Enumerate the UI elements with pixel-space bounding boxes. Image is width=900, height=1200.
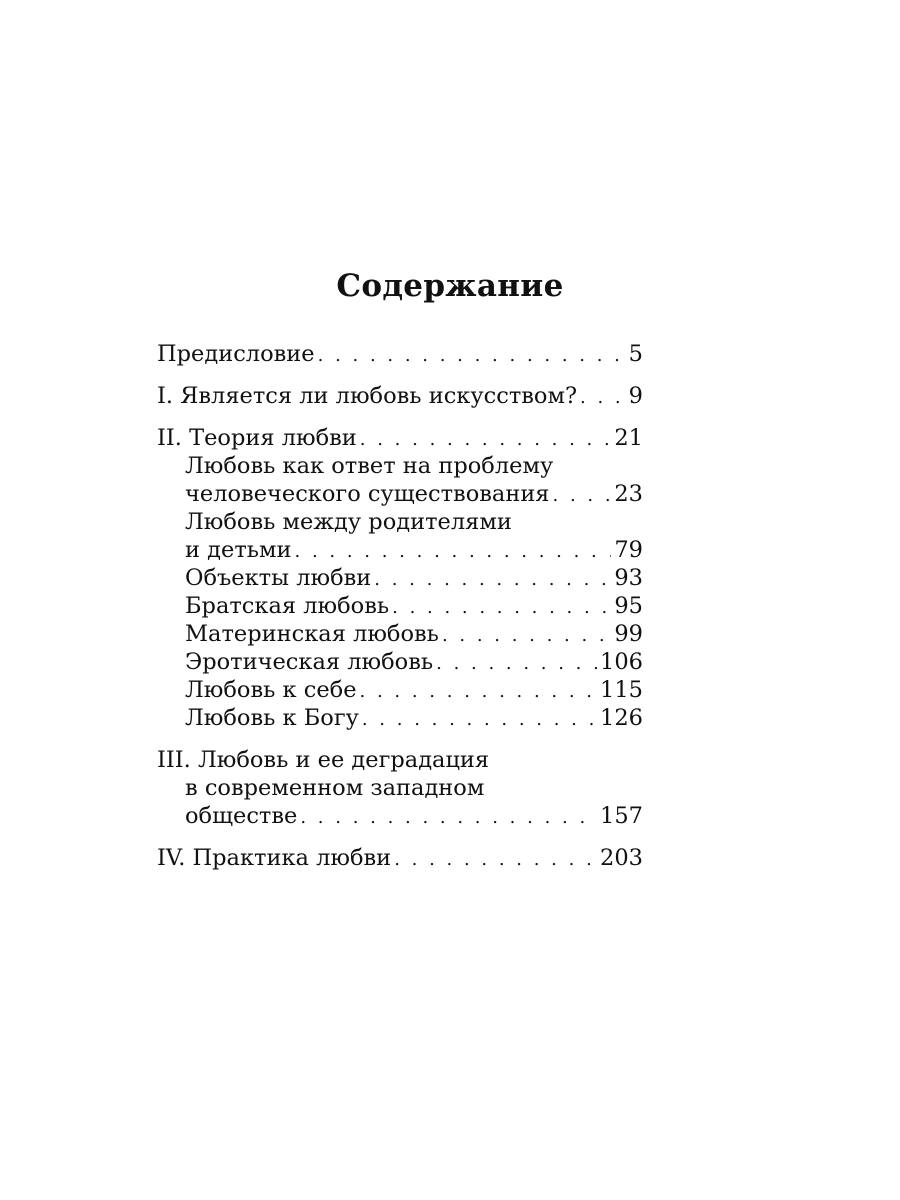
toc-page-number: 21 [614, 425, 643, 451]
toc-line [157, 802, 643, 830]
toc-entry [157, 592, 643, 620]
toc-page-number: 9 [628, 383, 643, 409]
dot-leader [295, 538, 612, 566]
toc-entry-title: IV. Практика любви [157, 845, 392, 871]
dot-leader [360, 678, 598, 706]
toc-page-number: 5 [628, 341, 643, 367]
toc-page-number: 126 [600, 705, 643, 731]
page-title: Содержание [336, 268, 564, 304]
toc-line [157, 564, 643, 592]
toc-line [157, 452, 643, 480]
dot-leader [442, 622, 611, 650]
toc-entry [157, 564, 643, 592]
toc-entry-title: III. Любовь и ее деградация [157, 747, 490, 773]
toc-line [157, 774, 643, 802]
toc-entry-title: Любовь к себе [185, 677, 357, 703]
toc-entry-title: II. Теория любви [157, 425, 357, 451]
toc-page-number: 93 [614, 565, 643, 591]
toc-line [157, 424, 643, 452]
toc-entry-title: Объекты любви [185, 565, 372, 591]
toc-entry-title: Любовь как ответ на проблему [185, 453, 554, 479]
toc-entry-title: Любовь к Богу [185, 705, 359, 731]
dot-leader [360, 426, 612, 454]
dot-leader [362, 706, 597, 734]
toc-page-number: 106 [600, 649, 643, 675]
toc-entry [157, 508, 643, 564]
toc-entry-title: обществе [185, 803, 298, 829]
toc-page-number: 99 [614, 621, 643, 647]
dot-leader [374, 566, 611, 594]
dot-leader [300, 804, 597, 832]
toc-entry-title: Любовь между родителями [185, 509, 512, 535]
toc-line [157, 508, 643, 536]
toc-entry-title: Эротическая любовь [185, 649, 434, 675]
toc-page-number: 23 [614, 481, 643, 507]
dot-leader [580, 384, 626, 412]
toc-entry [157, 844, 643, 872]
dot-leader [392, 594, 611, 622]
toc-entry [157, 620, 643, 648]
toc-line [157, 676, 643, 704]
toc-entry [157, 424, 643, 452]
toc-entry-title: в современном западном [185, 775, 485, 801]
toc-line [157, 536, 643, 564]
toc-line [157, 648, 643, 676]
dot-leader [436, 650, 597, 678]
toc-page-number: 95 [614, 593, 643, 619]
toc-entry [157, 340, 643, 368]
toc-entry [157, 676, 643, 704]
toc-entry-title: человеческого существования [185, 481, 550, 507]
toc-line [157, 704, 643, 732]
toc-entry [157, 746, 643, 830]
toc-entry-title: Предисловие [157, 341, 315, 367]
toc-line [157, 844, 643, 872]
toc-entry [157, 382, 643, 410]
toc-entry [157, 452, 643, 508]
toc-entry-title: Материнская любовь [185, 621, 439, 647]
toc-line [157, 592, 643, 620]
toc-entry [157, 648, 643, 676]
toc-entry-title: Братская любовь [185, 593, 390, 619]
toc-line [157, 382, 643, 410]
toc-line [157, 746, 643, 774]
toc-line [157, 480, 643, 508]
dot-leader [318, 342, 626, 370]
toc-page-number: 115 [600, 677, 643, 703]
toc-line [157, 620, 643, 648]
table-of-contents [157, 340, 643, 872]
dot-leader [553, 482, 612, 510]
toc-entry [157, 704, 643, 732]
toc-page-number: 157 [600, 803, 643, 829]
toc-page-number: 79 [614, 537, 643, 563]
toc-page-number: 203 [600, 845, 643, 871]
toc-entry-title: и детьми [185, 537, 292, 563]
dot-leader [394, 846, 597, 874]
toc-entry-title: I. Является ли любовь искусством? [157, 383, 578, 409]
toc-line [157, 340, 643, 368]
